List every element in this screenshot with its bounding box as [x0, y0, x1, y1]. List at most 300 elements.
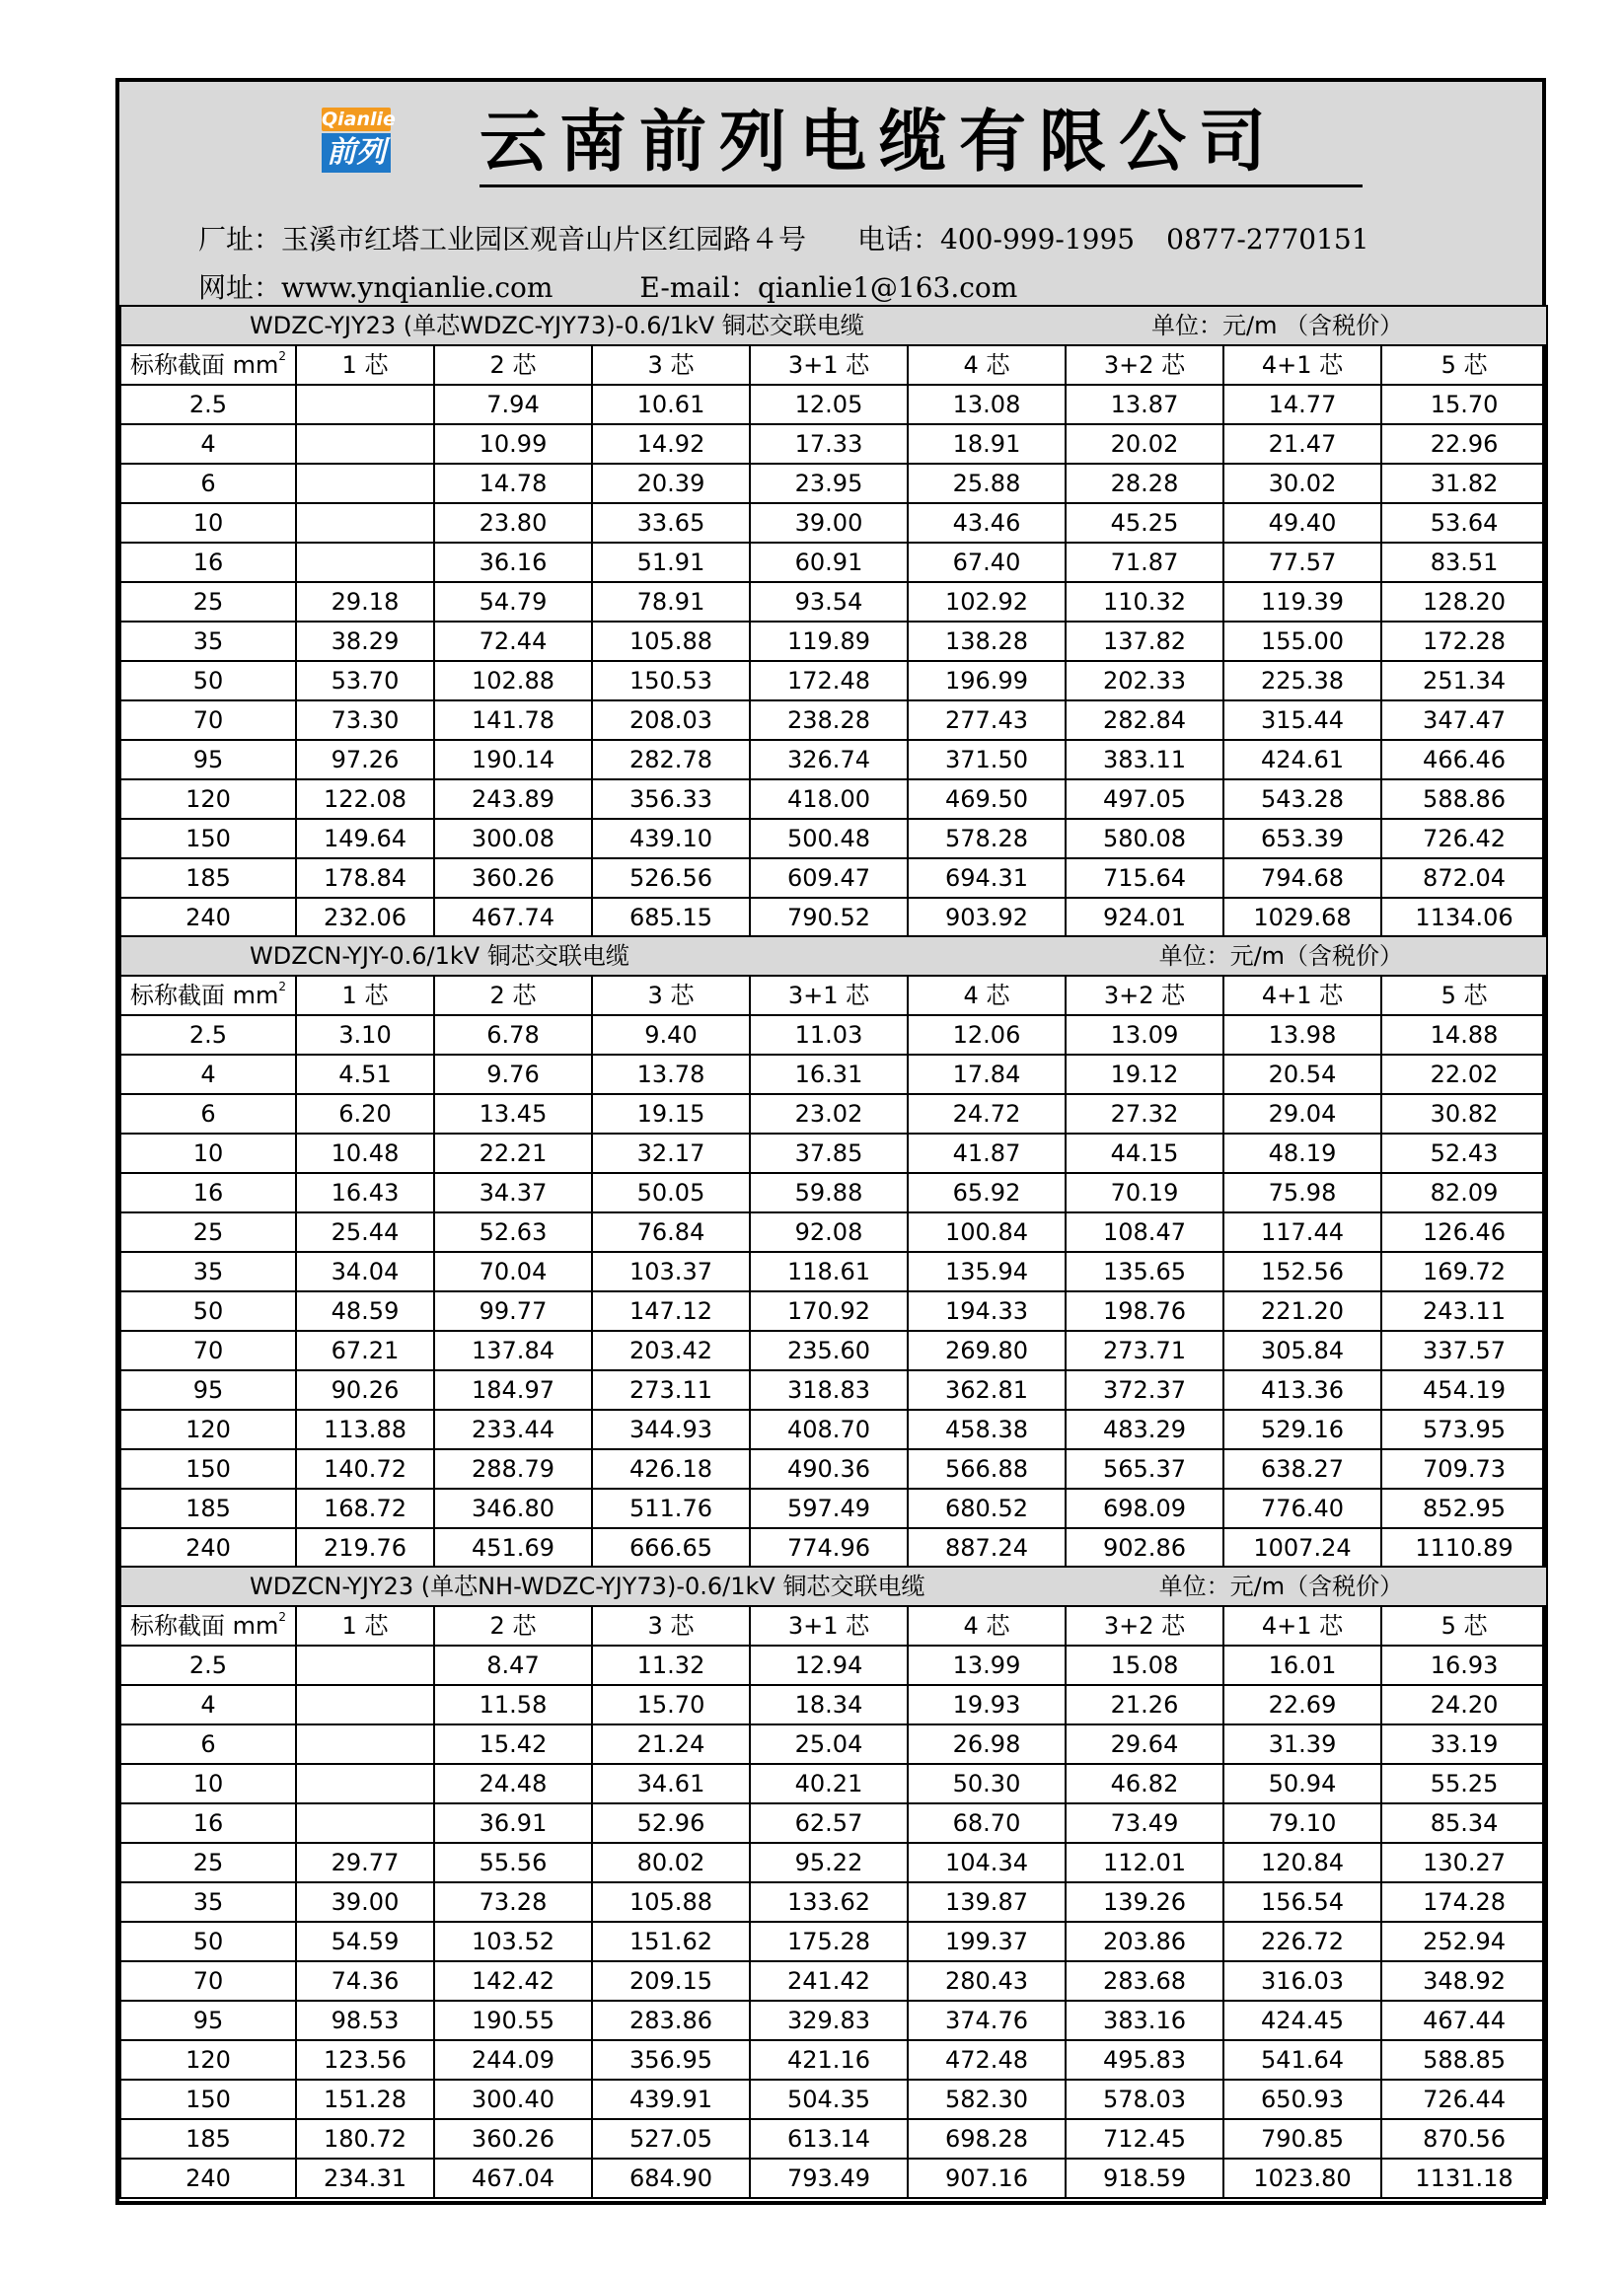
- price-cell: 439.10: [592, 819, 750, 858]
- price-cell: 62.57: [750, 1803, 908, 1843]
- price-cell: 11.58: [434, 1685, 592, 1724]
- price-cell: 27.32: [1066, 1094, 1223, 1134]
- price-cell: 458.38: [908, 1410, 1066, 1449]
- cross-section-cell: 4: [120, 1685, 296, 1724]
- column-header-label: 1 芯: [341, 351, 389, 379]
- price-cell: 170.92: [750, 1291, 908, 1331]
- price-cell: 20.39: [592, 464, 750, 503]
- column-header-label: 4 芯: [963, 351, 1010, 379]
- price-cell: 566.88: [908, 1449, 1066, 1489]
- price-cell: 225.38: [1223, 661, 1381, 700]
- price-cell: 28.28: [1066, 464, 1223, 503]
- price-cell: 483.29: [1066, 1410, 1223, 1449]
- table-row: [120, 1764, 1547, 1803]
- price-cell: 67.40: [908, 543, 1066, 582]
- price-table-2: [119, 935, 1548, 1569]
- price-cell: 715.64: [1066, 858, 1223, 898]
- price-cell: 15.70: [592, 1685, 750, 1724]
- price-cell: 99.77: [434, 1291, 592, 1331]
- price-cell: 85.34: [1381, 1803, 1547, 1843]
- price-cell: 172.48: [750, 661, 908, 700]
- price-cell: 22.96: [1381, 424, 1547, 464]
- price-cell: 11.32: [592, 1646, 750, 1685]
- price-cell: 467.74: [434, 898, 592, 937]
- table-row: [120, 1646, 1547, 1685]
- price-cell: 16.43: [296, 1173, 434, 1212]
- price-cell: 130.27: [1381, 1843, 1547, 1882]
- price-cell: 53.64: [1381, 503, 1547, 543]
- column-header-label: 3+1 芯: [787, 351, 870, 379]
- price-cell: 50.30: [908, 1764, 1066, 1803]
- price-cell: 300.40: [434, 2080, 592, 2119]
- price-cell: 20.54: [1223, 1055, 1381, 1094]
- column-header-label: 标称截面 mm: [129, 351, 279, 379]
- price-cell: 221.20: [1223, 1291, 1381, 1331]
- price-cell: 709.73: [1381, 1449, 1547, 1489]
- cross-section-cell: 70: [120, 700, 296, 740]
- price-cell: 126.46: [1381, 1212, 1547, 1252]
- price-cell: 9.40: [592, 1015, 750, 1055]
- price-cell: 45.25: [1066, 503, 1223, 543]
- price-cell: 578.28: [908, 819, 1066, 858]
- price-cell: 23.80: [434, 503, 592, 543]
- column-header: [750, 1606, 908, 1646]
- cross-section-cell: 10: [120, 1764, 296, 1803]
- column-header-label: 1 芯: [341, 1612, 389, 1640]
- cross-section-cell: 185: [120, 858, 296, 898]
- column-header-label: 3+2 芯: [1103, 351, 1186, 379]
- column-header: [434, 345, 592, 385]
- price-cell: 140.72: [296, 1449, 434, 1489]
- price-cell: 79.10: [1223, 1803, 1381, 1843]
- table-row: [120, 1015, 1547, 1055]
- company-name-underline: [480, 184, 1363, 187]
- column-header: [120, 976, 296, 1015]
- price-cell: 119.89: [750, 622, 908, 661]
- price-cell: 467.04: [434, 2159, 592, 2198]
- price-cell: 13.98: [1223, 1015, 1381, 1055]
- table-row: [120, 1252, 1547, 1291]
- column-header-label: 2 芯: [489, 982, 537, 1009]
- price-cell: 190.14: [434, 740, 592, 779]
- price-cell: 19.15: [592, 1094, 750, 1134]
- price-cell: 18.34: [750, 1685, 908, 1724]
- price-cell: 17.33: [750, 424, 908, 464]
- price-cell: 24.48: [434, 1764, 592, 1803]
- price-cell: 329.83: [750, 2001, 908, 2040]
- price-cell: 529.16: [1223, 1410, 1381, 1449]
- price-cell: 34.37: [434, 1173, 592, 1212]
- price-cell: 43.46: [908, 503, 1066, 543]
- table-row: [120, 1961, 1547, 2001]
- table-title: WDZCN-YJY-0.6/1kV 铜芯交联电缆: [250, 942, 629, 970]
- table-row: [120, 1803, 1547, 1843]
- price-cell: 243.11: [1381, 1291, 1547, 1331]
- price-cell: [296, 1764, 434, 1803]
- price-cell: 774.96: [750, 1528, 908, 1568]
- cross-section-cell: 2.5: [120, 385, 296, 424]
- price-cell: [296, 543, 434, 582]
- column-header: [750, 976, 908, 1015]
- price-cell: 500.48: [750, 819, 908, 858]
- table-title-row: [120, 936, 1547, 976]
- column-header-label: 3+2 芯: [1103, 982, 1186, 1009]
- cross-section-cell: 95: [120, 740, 296, 779]
- cross-section-cell: 10: [120, 503, 296, 543]
- price-cell: 105.88: [592, 1882, 750, 1922]
- price-cell: 653.39: [1223, 819, 1381, 858]
- price-cell: [296, 1803, 434, 1843]
- price-cell: 53.70: [296, 661, 434, 700]
- price-cell: 48.19: [1223, 1134, 1381, 1173]
- price-cell: 8.47: [434, 1646, 592, 1685]
- table-row: [120, 622, 1547, 661]
- price-cell: 712.45: [1066, 2119, 1223, 2159]
- price-cell: 232.06: [296, 898, 434, 937]
- price-cell: 495.83: [1066, 2040, 1223, 2080]
- price-cell: 13.45: [434, 1094, 592, 1134]
- price-cell: 29.64: [1066, 1724, 1223, 1764]
- table-row: [120, 582, 1547, 622]
- price-cell: 103.52: [434, 1922, 592, 1961]
- price-cell: 72.44: [434, 622, 592, 661]
- price-cell: 149.64: [296, 819, 434, 858]
- price-cell: 573.95: [1381, 1410, 1547, 1449]
- price-cell: 135.65: [1066, 1252, 1223, 1291]
- price-cell: 924.01: [1066, 898, 1223, 937]
- table-row: [120, 424, 1547, 464]
- price-cell: 16.01: [1223, 1646, 1381, 1685]
- cross-section-cell: 150: [120, 819, 296, 858]
- price-cell: 466.46: [1381, 740, 1547, 779]
- price-cell: 14.92: [592, 424, 750, 464]
- price-cell: [296, 385, 434, 424]
- price-cell: 344.93: [592, 1410, 750, 1449]
- column-header: [434, 1606, 592, 1646]
- price-cell: 347.47: [1381, 700, 1547, 740]
- column-header: [120, 345, 296, 385]
- price-cell: 76.84: [592, 1212, 750, 1252]
- price-cell: 92.08: [750, 1212, 908, 1252]
- table-row: [120, 503, 1547, 543]
- price-cell: 790.85: [1223, 2119, 1381, 2159]
- price-cell: 152.56: [1223, 1252, 1381, 1291]
- company-header: [119, 82, 1542, 306]
- price-cell: 67.21: [296, 1331, 434, 1370]
- price-cell: 139.26: [1066, 1882, 1223, 1922]
- price-cell: [296, 1646, 434, 1685]
- table-row: [120, 1331, 1547, 1370]
- price-cell: 371.50: [908, 740, 1066, 779]
- price-cell: 46.82: [1066, 1764, 1223, 1803]
- column-header: [1381, 345, 1547, 385]
- price-cell: 14.77: [1223, 385, 1381, 424]
- email-label: E-mail：: [639, 271, 758, 304]
- price-cell: 243.89: [434, 779, 592, 819]
- price-cell: 202.33: [1066, 661, 1223, 700]
- price-cell: 504.35: [750, 2080, 908, 2119]
- price-cell: 1007.24: [1223, 1528, 1381, 1568]
- company-logo: [322, 108, 396, 173]
- price-cell: 203.42: [592, 1331, 750, 1370]
- price-cell: 233.44: [434, 1410, 592, 1449]
- price-cell: 21.47: [1223, 424, 1381, 464]
- price-table-1: [119, 305, 1548, 938]
- unit-superscript: 2: [278, 980, 287, 993]
- unit-superscript: 2: [278, 349, 287, 363]
- price-cell: 578.03: [1066, 2080, 1223, 2119]
- cross-section-cell: 6: [120, 1094, 296, 1134]
- price-cell: 356.33: [592, 779, 750, 819]
- price-cell: 580.08: [1066, 819, 1223, 858]
- price-cell: 19.93: [908, 1685, 1066, 1724]
- column-header-label: 3 芯: [647, 982, 695, 1009]
- price-cell: 22.69: [1223, 1685, 1381, 1724]
- price-cell: 902.86: [1066, 1528, 1223, 1568]
- contact-line-web: [198, 270, 1017, 306]
- price-cell: 78.91: [592, 582, 750, 622]
- price-cell: 14.78: [434, 464, 592, 503]
- column-header: [908, 976, 1066, 1015]
- price-cell: 117.44: [1223, 1212, 1381, 1252]
- price-cell: 360.26: [434, 2119, 592, 2159]
- price-cell: 10.61: [592, 385, 750, 424]
- price-cell: 40.21: [750, 1764, 908, 1803]
- price-cell: 34.04: [296, 1252, 434, 1291]
- column-header-label: 5 芯: [1440, 982, 1488, 1009]
- cross-section-cell: 16: [120, 1173, 296, 1212]
- price-cell: 52.96: [592, 1803, 750, 1843]
- price-cell: 283.68: [1066, 1961, 1223, 2001]
- price-cell: [296, 464, 434, 503]
- price-cell: 108.47: [1066, 1212, 1223, 1252]
- price-cell: 15.70: [1381, 385, 1547, 424]
- price-cell: 383.11: [1066, 740, 1223, 779]
- table-row: [120, 1449, 1547, 1489]
- price-cell: 52.43: [1381, 1134, 1547, 1173]
- price-cell: 283.86: [592, 2001, 750, 2040]
- price-cell: 113.88: [296, 1410, 434, 1449]
- price-cell: 147.12: [592, 1291, 750, 1331]
- column-header-label: 4+1 芯: [1261, 1612, 1344, 1640]
- price-cell: 90.26: [296, 1370, 434, 1410]
- table-row: [120, 779, 1547, 819]
- price-cell: 684.90: [592, 2159, 750, 2198]
- price-cell: 169.72: [1381, 1252, 1547, 1291]
- price-cell: 50.05: [592, 1173, 750, 1212]
- price-cell: 4.51: [296, 1055, 434, 1094]
- price-cell: 383.16: [1066, 2001, 1223, 2040]
- price-cell: 139.87: [908, 1882, 1066, 1922]
- price-cell: 10.99: [434, 424, 592, 464]
- price-cell: 372.37: [1066, 1370, 1223, 1410]
- price-cell: 21.24: [592, 1724, 750, 1764]
- table-row: [120, 1291, 1547, 1331]
- price-cell: 565.37: [1066, 1449, 1223, 1489]
- column-header: [1381, 1606, 1547, 1646]
- price-cell: 102.92: [908, 582, 1066, 622]
- price-cell: 103.37: [592, 1252, 750, 1291]
- price-cell: 151.62: [592, 1922, 750, 1961]
- price-cell: 238.28: [750, 700, 908, 740]
- column-header: [120, 1606, 296, 1646]
- cross-section-cell: 185: [120, 1489, 296, 1528]
- column-header: [1381, 976, 1547, 1015]
- price-cell: 104.34: [908, 1843, 1066, 1882]
- price-cell: 135.94: [908, 1252, 1066, 1291]
- price-cell: [296, 1685, 434, 1724]
- price-cell: 694.31: [908, 858, 1066, 898]
- price-cell: 14.88: [1381, 1015, 1547, 1055]
- price-cell: 21.26: [1066, 1685, 1223, 1724]
- price-cell: 24.20: [1381, 1685, 1547, 1724]
- price-cell: 337.57: [1381, 1331, 1547, 1370]
- price-cell: 511.76: [592, 1489, 750, 1528]
- table-title-cell: [120, 936, 1547, 976]
- column-header-label: 3+1 芯: [787, 1612, 870, 1640]
- table-header-row: [120, 976, 1547, 1015]
- price-cell: 872.04: [1381, 858, 1547, 898]
- price-cell: 315.44: [1223, 700, 1381, 740]
- price-cell: 300.08: [434, 819, 592, 858]
- price-cell: 588.86: [1381, 779, 1547, 819]
- column-header-label: 标称截面 mm: [129, 1612, 279, 1640]
- table-row: [120, 1882, 1547, 1922]
- price-cell: 141.78: [434, 700, 592, 740]
- price-cell: 36.16: [434, 543, 592, 582]
- price-cell: 172.28: [1381, 622, 1547, 661]
- price-cell: 25.04: [750, 1724, 908, 1764]
- cross-section-cell: 16: [120, 543, 296, 582]
- price-cell: 29.77: [296, 1843, 434, 1882]
- price-cell: 13.08: [908, 385, 1066, 424]
- price-cell: 305.84: [1223, 1331, 1381, 1370]
- price-cell: 12.06: [908, 1015, 1066, 1055]
- price-cell: 55.25: [1381, 1764, 1547, 1803]
- price-cell: 184.97: [434, 1370, 592, 1410]
- price-cell: 110.32: [1066, 582, 1223, 622]
- cross-section-cell: 95: [120, 2001, 296, 2040]
- price-cell: 25.44: [296, 1212, 434, 1252]
- price-cell: 73.30: [296, 700, 434, 740]
- price-cell: 13.09: [1066, 1015, 1223, 1055]
- price-cell: 887.24: [908, 1528, 1066, 1568]
- company-name: 云南前列电缆有限公司: [480, 103, 1280, 182]
- price-cell: 234.31: [296, 2159, 434, 2198]
- price-cell: 102.88: [434, 661, 592, 700]
- price-cell: 469.50: [908, 779, 1066, 819]
- table-row: [120, 1922, 1547, 1961]
- price-cell: 138.28: [908, 622, 1066, 661]
- price-cell: 150.53: [592, 661, 750, 700]
- table-title-row: [120, 306, 1547, 345]
- price-cell: 49.40: [1223, 503, 1381, 543]
- price-cell: 13.87: [1066, 385, 1223, 424]
- logo-chinese-text: 前列: [322, 133, 391, 173]
- price-cell: 1110.89: [1381, 1528, 1547, 1568]
- column-header: [1066, 976, 1223, 1015]
- price-cell: 870.56: [1381, 2119, 1547, 2159]
- table-row: [120, 385, 1547, 424]
- table-row: [120, 2119, 1547, 2159]
- price-cell: 9.76: [434, 1055, 592, 1094]
- price-cell: 790.52: [750, 898, 908, 937]
- price-cell: 60.91: [750, 543, 908, 582]
- price-cell: 22.02: [1381, 1055, 1547, 1094]
- table-row: [120, 1055, 1547, 1094]
- phone-label: 电话：: [857, 223, 941, 256]
- price-cell: 426.18: [592, 1449, 750, 1489]
- cross-section-cell: 70: [120, 1961, 296, 2001]
- cross-section-cell: 2.5: [120, 1646, 296, 1685]
- price-cell: 490.36: [750, 1449, 908, 1489]
- price-cell: 70.19: [1066, 1173, 1223, 1212]
- price-cell: 26.98: [908, 1724, 1066, 1764]
- column-header: [750, 345, 908, 385]
- price-cell: 726.44: [1381, 2080, 1547, 2119]
- table-row: [120, 740, 1547, 779]
- cross-section-cell: 16: [120, 1803, 296, 1843]
- price-cell: 128.20: [1381, 582, 1547, 622]
- price-cell: 36.91: [434, 1803, 592, 1843]
- price-cell: 362.81: [908, 1370, 1066, 1410]
- price-cell: 526.56: [592, 858, 750, 898]
- table-row: [120, 1528, 1547, 1568]
- cross-section-cell: 50: [120, 1291, 296, 1331]
- price-cell: 251.34: [1381, 661, 1547, 700]
- price-cell: 918.59: [1066, 2159, 1223, 2198]
- price-cell: 71.87: [1066, 543, 1223, 582]
- website-label: 网址：: [198, 271, 282, 304]
- column-header: [434, 976, 592, 1015]
- address: 玉溪市红塔工业园区观音山片区红园路４号: [281, 223, 807, 256]
- price-cell: 24.72: [908, 1094, 1066, 1134]
- price-cell: 30.82: [1381, 1094, 1547, 1134]
- price-cell: 3.10: [296, 1015, 434, 1055]
- cross-section-cell: 4: [120, 1055, 296, 1094]
- price-cell: 282.84: [1066, 700, 1223, 740]
- table-row: [120, 2080, 1547, 2119]
- price-cell: 39.00: [750, 503, 908, 543]
- price-cell: 137.84: [434, 1331, 592, 1370]
- price-cell: 137.82: [1066, 622, 1223, 661]
- price-cell: 54.79: [434, 582, 592, 622]
- column-header: [296, 345, 434, 385]
- price-cell: 122.08: [296, 779, 434, 819]
- table-row: [120, 543, 1547, 582]
- cross-section-cell: 120: [120, 1410, 296, 1449]
- cross-section-cell: 120: [120, 2040, 296, 2080]
- price-cell: 151.28: [296, 2080, 434, 2119]
- cross-section-cell: 120: [120, 779, 296, 819]
- price-cell: 413.36: [1223, 1370, 1381, 1410]
- column-header-label: 2 芯: [489, 1612, 537, 1640]
- price-cell: 23.02: [750, 1094, 908, 1134]
- cross-section-cell: 240: [120, 1528, 296, 1568]
- price-cell: 209.15: [592, 1961, 750, 2001]
- contact-line-address: [198, 222, 1369, 257]
- price-cell: 269.80: [908, 1331, 1066, 1370]
- website: www.ynqianlie.com: [281, 271, 554, 304]
- price-cell: 439.91: [592, 2080, 750, 2119]
- column-header: [592, 1606, 750, 1646]
- price-cell: 133.62: [750, 1882, 908, 1922]
- price-cell: 50.94: [1223, 1764, 1381, 1803]
- cross-section-cell: 25: [120, 1212, 296, 1252]
- cross-section-cell: 95: [120, 1370, 296, 1410]
- price-cell: 29.18: [296, 582, 434, 622]
- price-cell: 100.84: [908, 1212, 1066, 1252]
